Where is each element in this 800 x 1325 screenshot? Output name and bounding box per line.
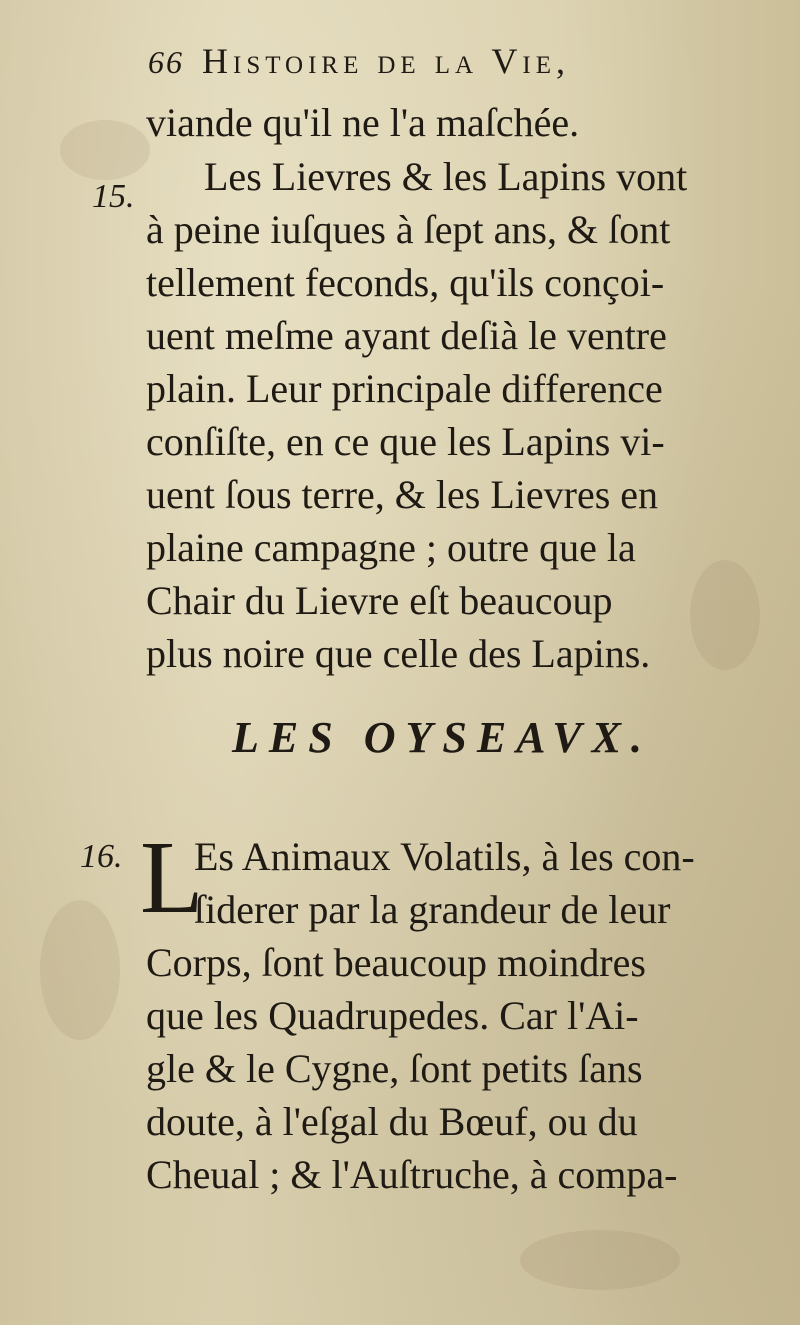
text-line: ſiderer par la grandeur de leur xyxy=(194,887,671,932)
text-line: Chair du Lievre eſt beaucoup xyxy=(146,578,613,623)
text-line: à peine iuſques à ſept ans, & ſont xyxy=(146,207,671,252)
text-line: conſiſte, en ce que les Lapins vi- xyxy=(146,419,665,464)
running-header xyxy=(148,40,708,82)
text-line: plus noire que celle des Lapins. xyxy=(146,631,651,676)
text-line: gle & le Cygne, ſont petits ſans xyxy=(146,1046,643,1091)
paragraph-number-16: 16. xyxy=(80,838,123,875)
text-line: doute, à l'eſgal du Bœuf, ou du xyxy=(146,1099,638,1144)
text-line: Corps, ſont beaucoup moindres xyxy=(146,940,646,985)
section-heading: LES OYSEAVX. xyxy=(232,713,652,762)
text-line: que les Quadrupedes. Car l'Ai- xyxy=(146,993,639,1038)
text-line: uent meſme ayant deſià le ventre xyxy=(146,313,667,358)
text-line: tellement feconds, qu'ils conçoi- xyxy=(146,260,665,305)
paper-stain xyxy=(520,1230,680,1290)
text-line: plaine campagne ; outre que la xyxy=(146,525,636,570)
text-line: Cheual ; & l'Auſtruche, à compa- xyxy=(146,1152,678,1197)
paper-stain xyxy=(40,900,120,1040)
page-number: 66 xyxy=(148,44,184,80)
paper-stain xyxy=(60,120,150,180)
text-line: plain. Leur principale difference xyxy=(146,366,663,411)
text-line: Es Animaux Volatils, à les con- xyxy=(194,834,695,879)
text-line: viande qu'il ne l'a maſchée. xyxy=(146,100,580,145)
running-title: Histoire de la Vie, xyxy=(202,41,570,81)
text-line: uent ſous terre, & les Lievres en xyxy=(146,472,659,517)
drop-cap: L xyxy=(140,820,204,935)
text-line: Les Lievres & les Lapins vont xyxy=(204,154,688,199)
paragraph-number-15: 15. xyxy=(92,178,135,215)
